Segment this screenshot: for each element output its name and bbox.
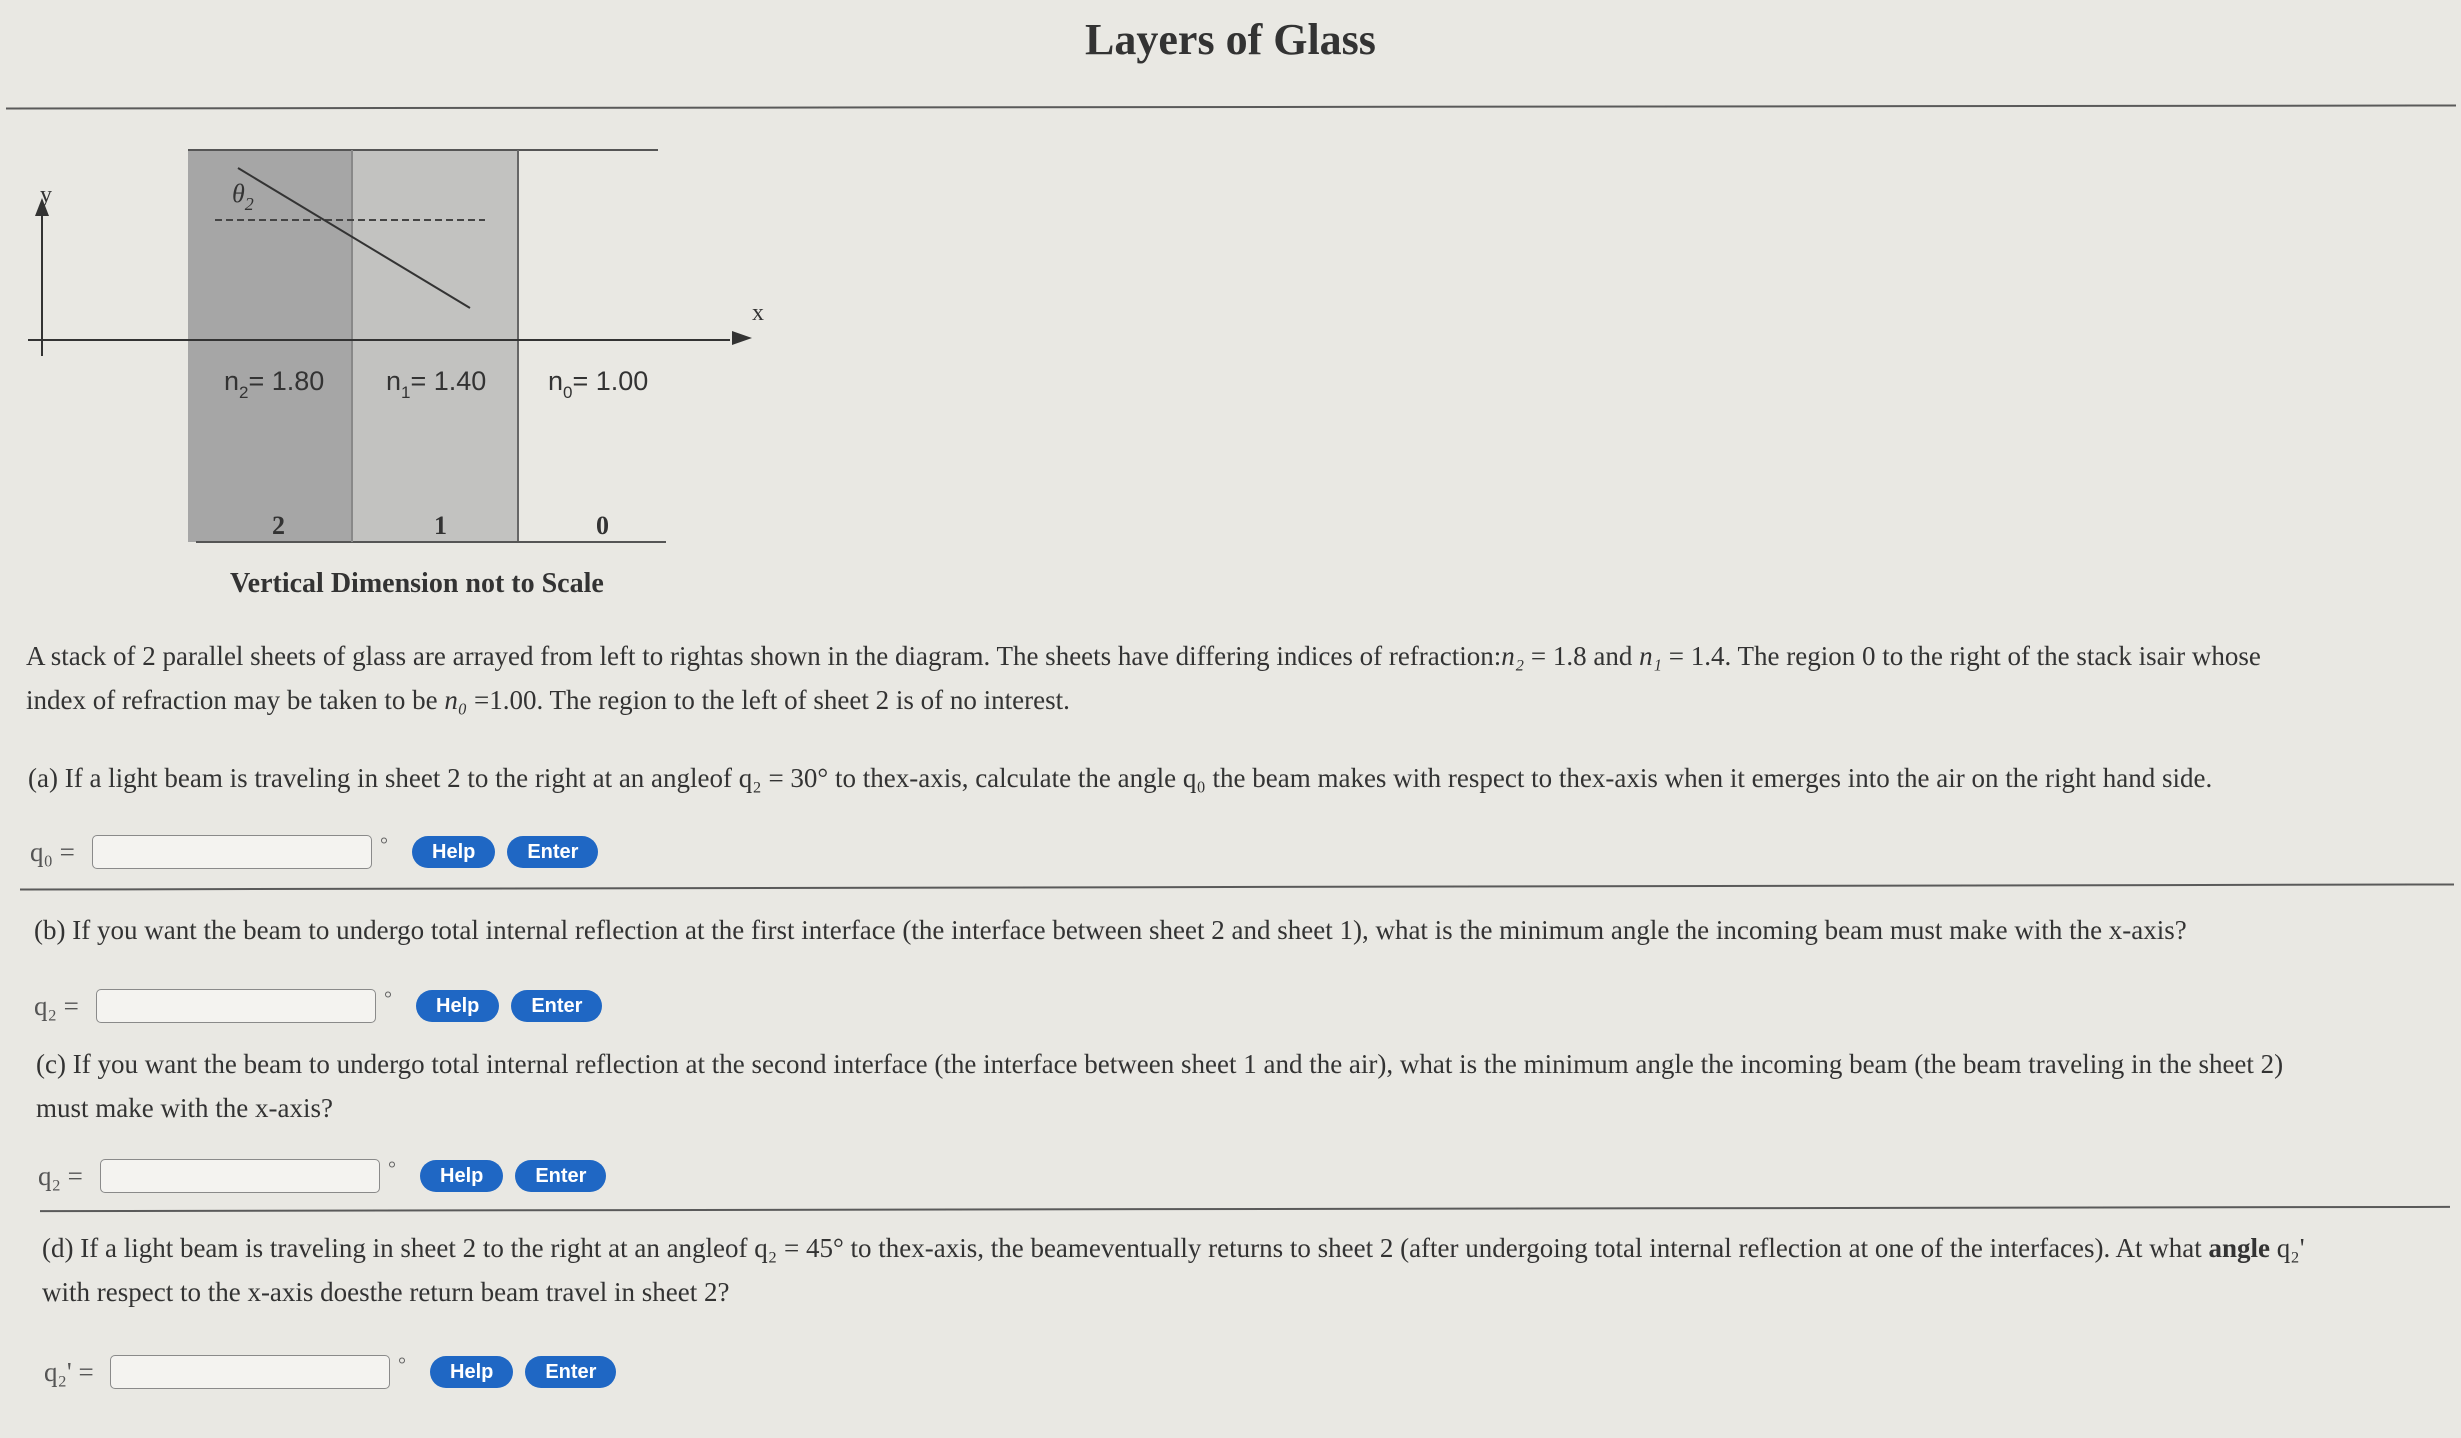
answer-label-q2-prime: q₂' = [44,1356,94,1387]
answer-input-b[interactable] [96,989,376,1023]
answer-input-d[interactable] [110,1355,390,1389]
sheet-1-region [352,150,518,542]
help-button-d[interactable]: Help [430,1356,513,1388]
degree-unit: ° [380,833,388,856]
divider-c [40,1206,2450,1212]
theta-2-label: $\theta_2$ [232,179,254,214]
answer-input-a[interactable] [92,835,372,869]
x-axis-label: x [752,300,764,326]
question-d-text: (d) If a light beam is traveling in sheet 2 to the right at an angleof q₂ = 45° to thex-axis, the beameventually returns to sheet 2 (after undergoing total internal reflection at one of the interfaces). At what angle q₂' with respect to the x-axis doesthe return beam travel in sheet 2? [42,1233,2305,1307]
help-button-a[interactable]: Help [412,836,495,868]
n0-label: $n_0= 1.00$ [548,366,649,402]
diagram-caption: Vertical Dimension not to Scale [230,568,604,599]
question-a-text: (a) If a light beam is traveling in sheet 2 to the right at an angleof q₂ = 30° to thex-axis, calculate the angle q₀ the beam makes with respect to thex-axis when it emerges into the air on the right hand side. [28,763,2213,793]
region-0-number: 0 [596,511,609,540]
help-button-c[interactable]: Help [420,1160,503,1192]
help-button-b[interactable]: Help [416,990,499,1022]
x-axis-arrow-icon [732,331,752,345]
enter-button-b[interactable]: Enter [511,990,602,1022]
glass-layers-diagram [0,130,800,610]
answer-label-q2: q₂ = [34,990,79,1021]
answer-label-q0: q₀ = [30,836,75,867]
region-2-number: 2 [272,511,285,540]
answer-input-c[interactable] [100,1159,380,1193]
n2-label: $n_2= 1.80$ [224,366,325,402]
degree-unit: ° [384,987,392,1010]
degree-unit: ° [388,1157,396,1180]
question-b-text: (b) If you want the beam to undergo total internal reflection at the first interface (the interface between sheet 2 and sheet 1), what is the minimum angle the incoming beam must make with the x-axis? [34,915,2187,945]
answer-label-q2: q₂ = [38,1160,83,1191]
enter-button-c[interactable]: Enter [515,1160,606,1192]
divider-a [20,883,2454,890]
answer-row-a [30,830,610,874]
enter-button-d[interactable]: Enter [525,1356,616,1388]
sheet-2-region [188,150,352,542]
intro-paragraph: A stack of 2 parallel sheets of glass are arrayed from left to rightas shown in the diagram. The sheets have differing indices of refraction:n₂ = 1.8 and n₁ = 1.4. The region 0 to the right of the stack isair whose index of refraction may be taken to be n₀ =1.00. The region to the left of sheet 2 is of no interest. [26,641,2261,715]
y-axis-label: y [40,182,52,208]
answer-row-b [34,984,614,1028]
answer-row-d [44,1350,628,1394]
enter-button-a[interactable]: Enter [507,836,598,868]
region-1-number: 1 [434,511,447,540]
degree-unit: ° [398,1353,406,1376]
header-divider [6,105,2456,110]
answer-row-c [38,1154,618,1198]
question-c-text: (c) If you want the beam to undergo total internal reflection at the second interface (the interface between sheet 1 and the air), what is the minimum angle the incoming beam (the beam traveling in the sheet 2) must make with the x-axis? [36,1049,2284,1123]
n1-label: $n_1= 1.40$ [386,366,487,402]
page-title: Layers of Glass [1085,15,1376,64]
